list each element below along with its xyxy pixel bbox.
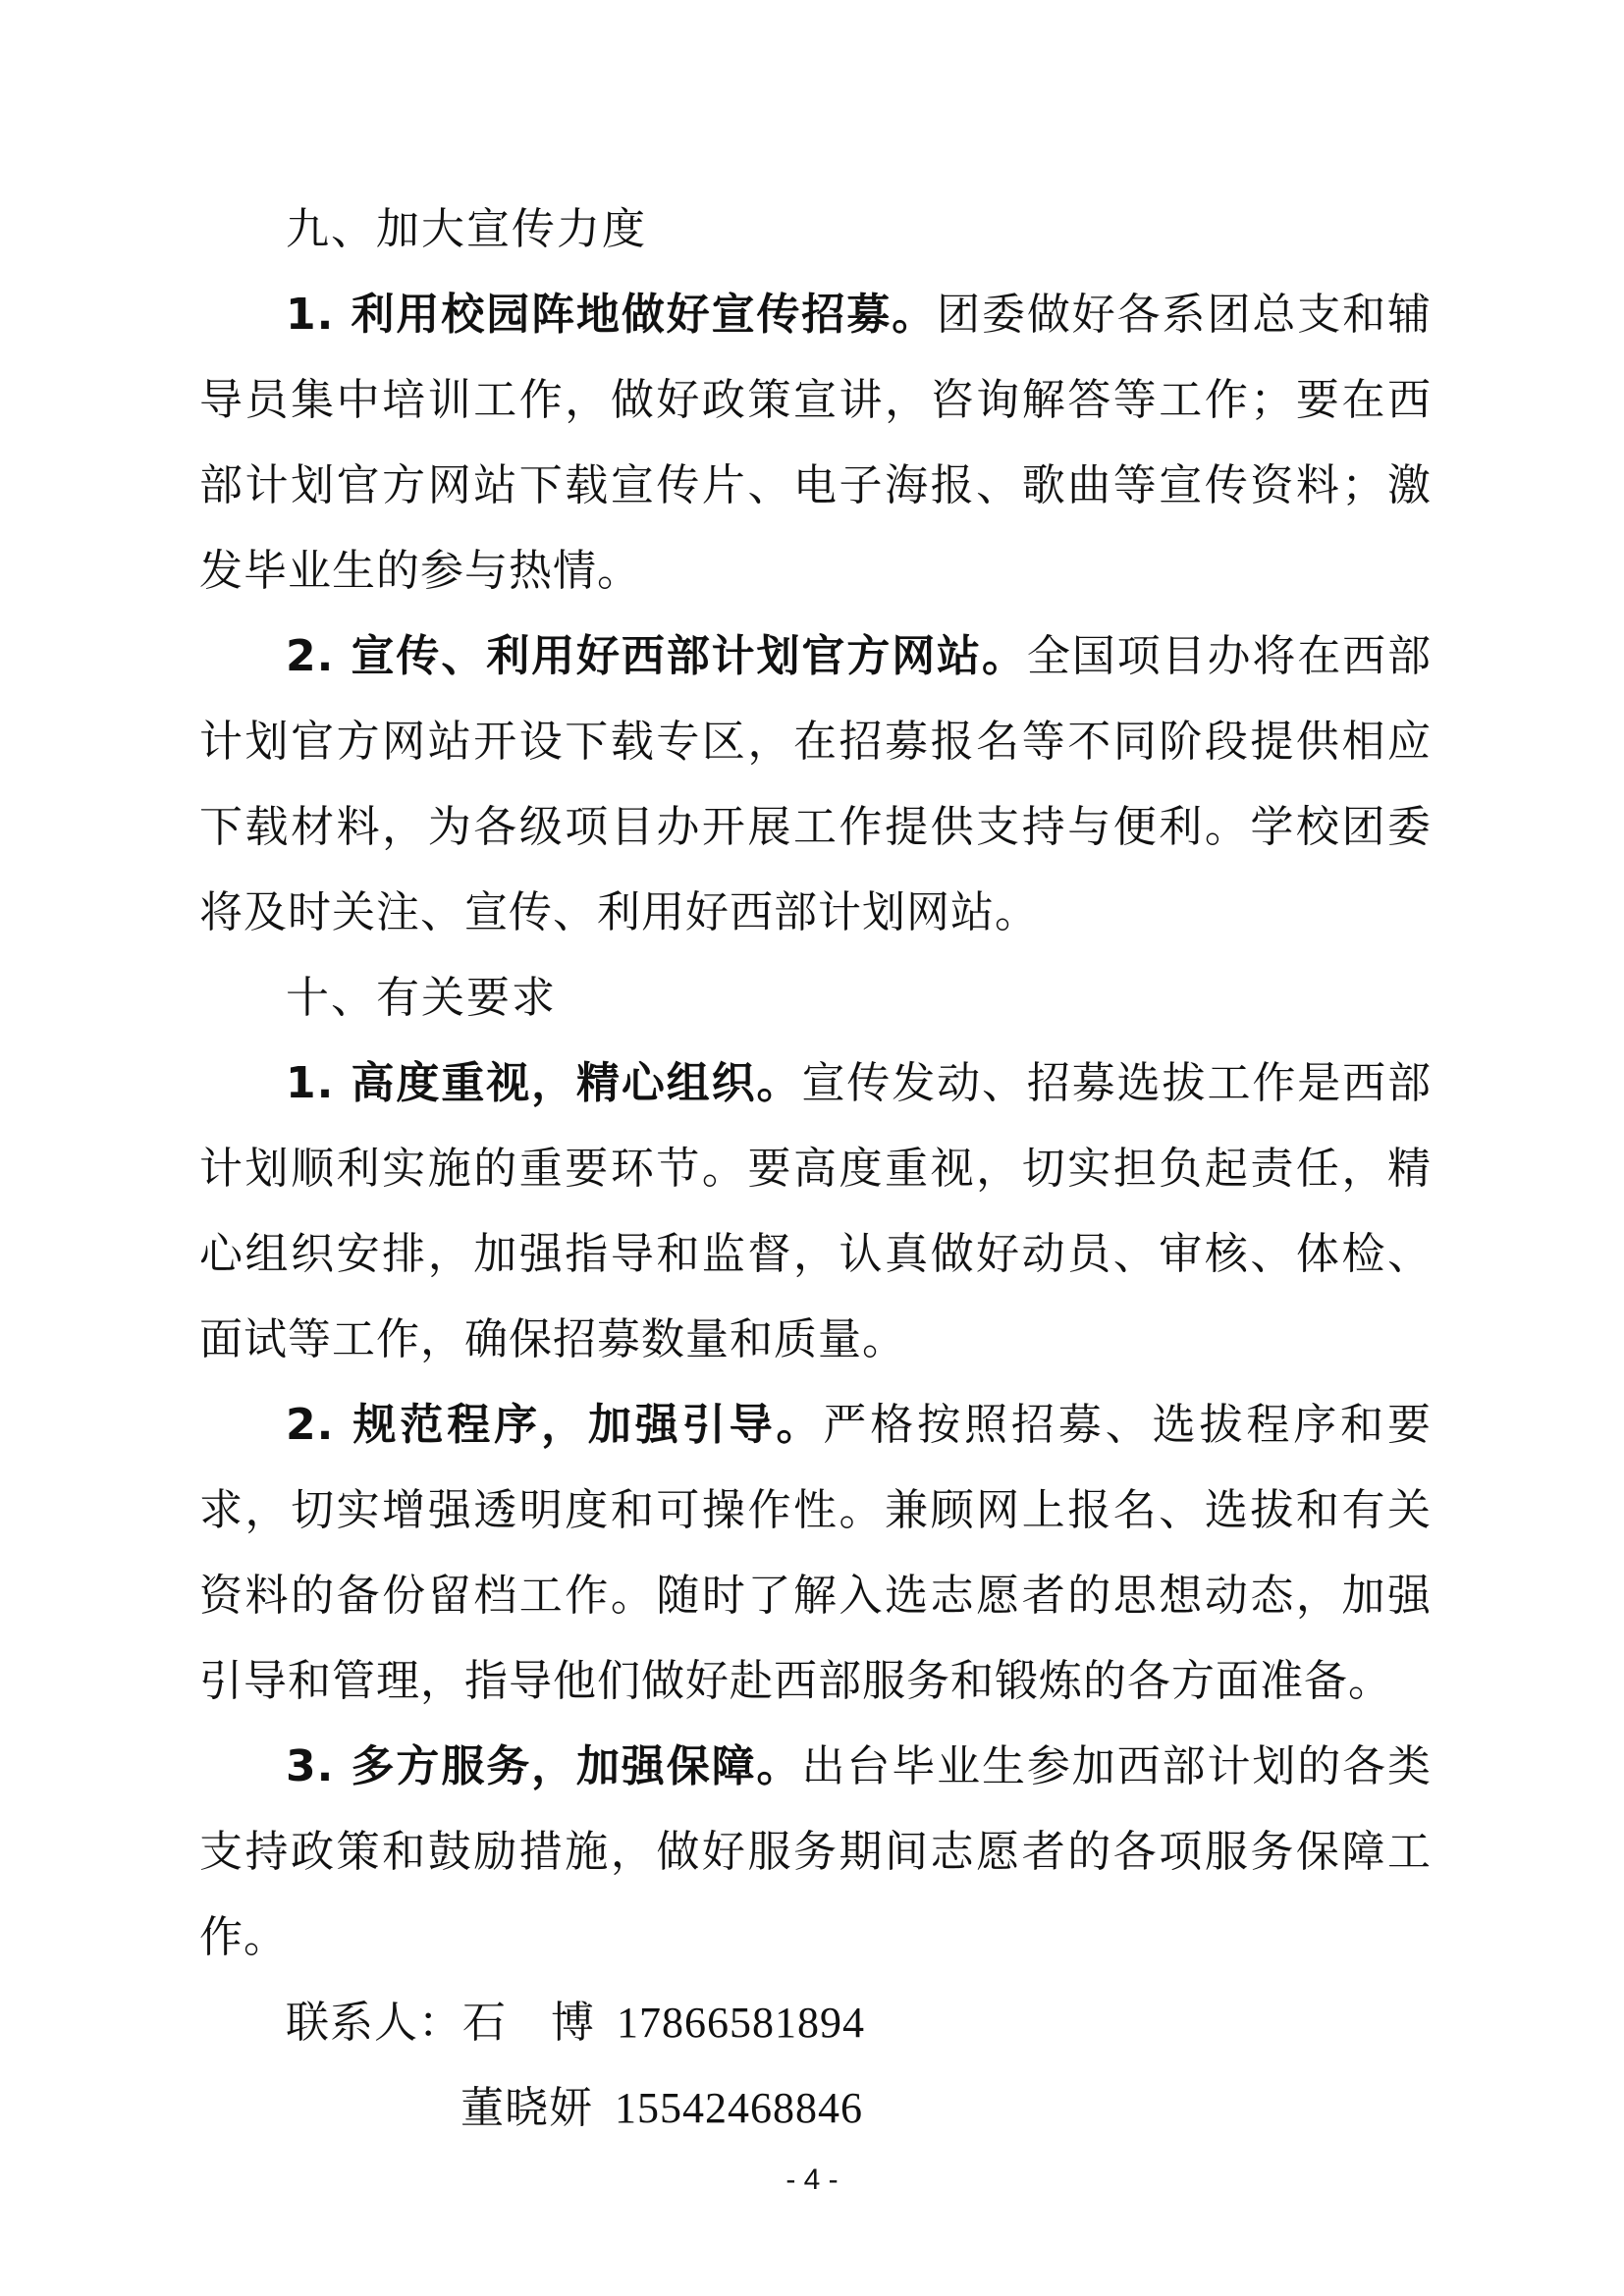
section-10-item-1-body: 宣传发动、招募选拔工作是西部计划顺利实施的重要环节。要高度重视，切实担负起责任，精心组织安排，加强指导和监督，认真做好动员、审核、体检、面试等工作，确保招募数量和质量。 [199,1058,1432,1364]
contact-label: 联系人： [286,1998,462,2048]
contact-phone-1: 17866581894 [617,1999,865,2047]
contact-phone-2: 15542468846 [615,2084,863,2132]
section-10-heading: 十、有关要求 [286,973,557,1023]
contact-name-1: 石 博 [462,1998,595,2048]
section-10-item-3 [199,1724,1432,1980]
section-10-item-2-body: 严格按照招募、选拔程序和要求，切实增强透明度和可操作性。兼顾网上报名、选拔和有关资料的备份留档工作。随时了解入选志愿者的思想动态，加强引导和管理，指导他们做好赴西部服务和锻炼的各方面准备。 [199,1400,1433,1706]
contact-row-1 [199,1980,1432,2065]
section-9-heading: 九、加大宣传力度 [286,204,647,254]
section-9-item-2 [199,614,1432,955]
section-10-item-3-body: 出台毕业生参加西部计划的各类支持政策和鼓励措施，做好服务期间志愿者的各项服务保障工作。 [199,1741,1432,1962]
document-body [199,187,1432,2151]
section-10-item-1 [199,1041,1432,1382]
section-9-item-2-lead: 2. 宣传、利用好西部计划官方网站。 [286,631,1027,681]
section-10-item-1-lead: 1. 高度重视，精心组织。 [286,1058,802,1108]
section-10-item-2 [199,1382,1432,1724]
section-9-item-1-body: 团委做好各系团总支和辅导员集中培训工作，做好政策宣讲，咨询解答等工作；要在西部计划官方网站下载宣传片、电子海报、歌曲等宣传资料；激发毕业生的参与热情。 [199,290,1433,596]
contact-name-2: 董晓妍 [460,2083,593,2133]
section-9-item-1-lead: 1. 利用校园阵地做好宣传招募。 [286,290,938,340]
section-10-item-3-lead: 3. 多方服务，加强保障。 [286,1741,802,1791]
section-10-item-2-lead: 2. 规范程序，加强引导。 [286,1400,824,1450]
section-9-item-2-body: 全国项目办将在西部计划官方网站开设下载专区，在招募报名等不同阶段提供相应下载材料，为各级项目办开展工作提供支持与便利。学校团委将及时关注、宣传、利用好西部计划网站。 [199,631,1433,937]
contact-row-2 [199,2065,1432,2151]
page-number: - 4 - [785,2163,839,2196]
section-9-item-1 [199,272,1432,614]
